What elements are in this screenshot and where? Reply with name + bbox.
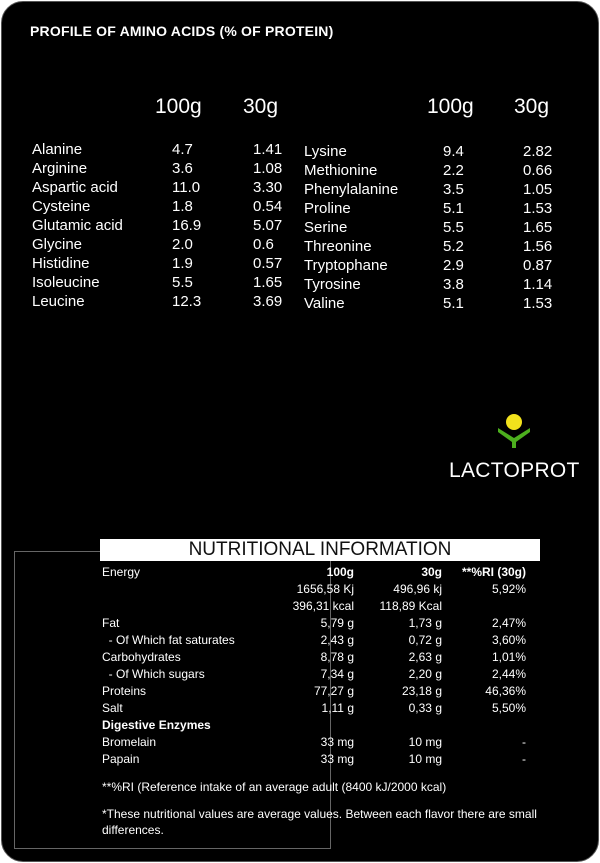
amino-value-30g: 0.6 (253, 236, 274, 253)
amino-name: Serine (304, 219, 348, 236)
nutrition-label: - Of Which sugars (102, 667, 205, 681)
amino-name: Cysteine (32, 198, 91, 215)
amino-row (32, 273, 292, 292)
amino-value-100g: 1.8 (172, 198, 193, 215)
nutrition-label: Salt (102, 701, 123, 715)
amino-row (304, 256, 564, 275)
nutrition-value-100g: 8,78 g (320, 650, 354, 664)
amino-value-100g: 5.5 (172, 274, 193, 291)
nutrition-row (100, 735, 540, 752)
amino-value-30g: 0.54 (253, 198, 283, 215)
nutrition-value-30g: 0,72 g (408, 633, 442, 647)
amino-row (304, 218, 564, 237)
amino-value-30g: 1.14 (523, 276, 553, 293)
nutrition-ri: 5,50% (491, 701, 526, 715)
amino-value-30g: 5.07 (253, 217, 283, 234)
amino-value-30g: 2.82 (523, 143, 553, 160)
nutrition-ri: 5,92% (491, 582, 526, 596)
nutrition-row (100, 616, 540, 633)
amino-value-30g: 1.53 (523, 295, 553, 312)
nutrition-value-30g: 2,63 g (408, 650, 442, 664)
brand-name: LACTOPROT (449, 459, 580, 482)
nutrition-value-100g: 33 mg (320, 735, 354, 749)
nutrition-ri: 2,47% (491, 616, 526, 630)
amino-value-100g: 1.9 (172, 255, 193, 272)
flower-cup-icon (494, 412, 534, 457)
nutrition-ri: **%RI (30g) (461, 565, 526, 579)
amino-name: Phenylalanine (304, 181, 399, 198)
amino-name: Arginine (32, 160, 88, 177)
amino-table-right (304, 142, 564, 313)
amino-value-100g: 5.1 (443, 200, 464, 217)
amino-value-100g: 3.6 (172, 160, 193, 177)
nutrition-value-100g: 7,34 g (320, 667, 354, 681)
nutrition-value-30g: 118,89 Kcal (379, 599, 442, 613)
amino-name: Proline (304, 200, 351, 217)
amino-value-100g: 11.0 (172, 179, 201, 196)
amino-row (304, 294, 564, 313)
amino-name: Glutamic acid (32, 217, 123, 234)
amino-value-100g: 5.5 (443, 219, 464, 236)
amino-profile-title: PROFILE OF AMINO ACIDS (% OF PROTEIN) (30, 23, 334, 39)
amino-name: Threonine (304, 238, 372, 255)
nutrition-ri: - (522, 735, 526, 749)
amino-value-30g: 0.87 (523, 257, 553, 274)
amino-row (304, 180, 564, 199)
amino-row (304, 161, 564, 180)
nutrition-row (100, 752, 540, 769)
nutrition-label: Bromelain (102, 735, 157, 749)
nutrition-row (100, 701, 540, 718)
nutrition-value-100g: 77,27 g (313, 684, 354, 698)
left-col-100g-header: 100g (155, 95, 202, 118)
amino-value-30g: 3.69 (253, 293, 283, 310)
amino-value-100g: 9.4 (443, 143, 464, 160)
average-values-note: *These nutritional values are average values. Between each flavor there are small differences. (102, 807, 537, 837)
amino-value-100g: 12.3 (172, 293, 202, 310)
nutrition-value-100g: 100g (326, 565, 354, 579)
amino-name: Lysine (304, 143, 347, 160)
nutrition-row (100, 667, 540, 684)
amino-name: Leucine (32, 293, 85, 310)
nutrition-value-30g: 2,20 g (408, 667, 442, 681)
nutrition-value-30g: 30g (421, 565, 442, 579)
nutrition-label: Energy (102, 565, 141, 579)
amino-row (32, 159, 292, 178)
amino-row (304, 237, 564, 256)
nutrition-value-100g: 1656,58 Kj (296, 582, 354, 596)
nutrition-label: Papain (102, 752, 140, 766)
amino-value-30g: 1.05 (523, 181, 553, 198)
amino-value-100g: 5.1 (443, 295, 464, 312)
amino-value-30g: 0.66 (523, 162, 553, 179)
nutrition-label: Proteins (102, 684, 147, 698)
nutrition-value-100g: 33 mg (320, 752, 354, 766)
amino-row (32, 197, 292, 216)
amino-row (304, 142, 564, 161)
amino-value-100g: 3.8 (443, 276, 464, 293)
amino-value-100g: 5.2 (443, 238, 464, 255)
right-col-100g-header: 100g (427, 95, 474, 118)
nutrition-row (100, 599, 540, 616)
nutrition-table (100, 565, 540, 769)
amino-row (32, 140, 292, 159)
nutrition-label: Carbohydrates (102, 650, 181, 664)
nutrition-value-100g: 5,79 g (320, 616, 354, 630)
amino-value-30g: 1.56 (523, 238, 553, 255)
amino-value-100g: 2.2 (443, 162, 464, 179)
amino-row (32, 254, 292, 273)
ri-note: **%RI (Reference intake of an average adult (8400 kJ/2000 kcal) (102, 780, 447, 794)
amino-value-100g: 4.7 (172, 141, 193, 158)
amino-name: Glycine (32, 236, 83, 253)
nutrition-ri: 1,01% (491, 650, 526, 664)
amino-value-30g: 3.30 (253, 179, 283, 196)
nutrition-label: Fat (102, 616, 120, 630)
amino-name: Isoleucine (32, 274, 100, 291)
amino-value-30g: 0.57 (253, 255, 283, 272)
amino-value-30g: 1.65 (523, 219, 553, 236)
amino-row (32, 178, 292, 197)
left-col-30g-header: 30g (243, 95, 279, 118)
nutrition-row (100, 582, 540, 599)
nutrition-row (100, 684, 540, 701)
amino-value-30g: 1.65 (253, 274, 283, 291)
nutrition-label: Digestive Enzymes (102, 718, 211, 732)
amino-row (304, 275, 564, 294)
amino-value-100g: 2.9 (443, 257, 464, 274)
nutrition-ri: 2,44% (491, 667, 526, 681)
amino-row (32, 292, 292, 311)
amino-value-100g: 16.9 (172, 217, 202, 234)
nutrition-value-30g: 23,18 g (401, 684, 442, 698)
amino-name: Tryptophane (304, 257, 388, 274)
nutrition-value-100g: 396,31 kcal (292, 599, 354, 613)
nutrition-value-100g: 1,11 g (321, 701, 354, 715)
nutrition-value-30g: 10 mg (408, 752, 442, 766)
nutrition-value-30g: 10 mg (408, 735, 442, 749)
nutrition-ri: 46,36% (485, 684, 526, 698)
nutrition-value-30g: 496,96 kj (393, 582, 442, 596)
amino-name: Methionine (304, 162, 378, 179)
amino-table-left (32, 140, 292, 311)
right-col-30g-header: 30g (514, 95, 550, 118)
amino-row (304, 199, 564, 218)
nutrition-label: - Of Which fat saturates (102, 633, 235, 647)
amino-row (32, 235, 292, 254)
nutrition-row (100, 633, 540, 650)
nutrition-heading: NUTRITIONAL INFORMATION (100, 539, 540, 561)
amino-value-30g: 1.41 (253, 141, 283, 158)
amino-value-100g: 2.0 (172, 236, 193, 253)
nutrition-value-100g: 2,43 g (320, 633, 354, 647)
amino-row (32, 216, 292, 235)
amino-name: Tyrosine (304, 276, 361, 293)
nutrition-ri: 3,60% (491, 633, 526, 647)
amino-name: Histidine (32, 255, 90, 272)
nutrition-value-30g: 1,73 g (408, 616, 442, 630)
nutrition-row (100, 650, 540, 667)
amino-value-30g: 1.08 (253, 160, 283, 177)
nutrition-ri: - (522, 752, 526, 766)
amino-value-30g: 1.53 (523, 200, 553, 217)
nutrition-row (100, 565, 540, 582)
amino-name: Alanine (32, 141, 83, 158)
amino-value-100g: 3.5 (443, 181, 464, 198)
amino-name: Aspartic acid (32, 179, 118, 196)
nutrition-row (100, 718, 540, 735)
nutrition-value-30g: 0,33 g (408, 701, 442, 715)
label-panel (1, 1, 599, 862)
amino-name: Valine (304, 295, 345, 312)
